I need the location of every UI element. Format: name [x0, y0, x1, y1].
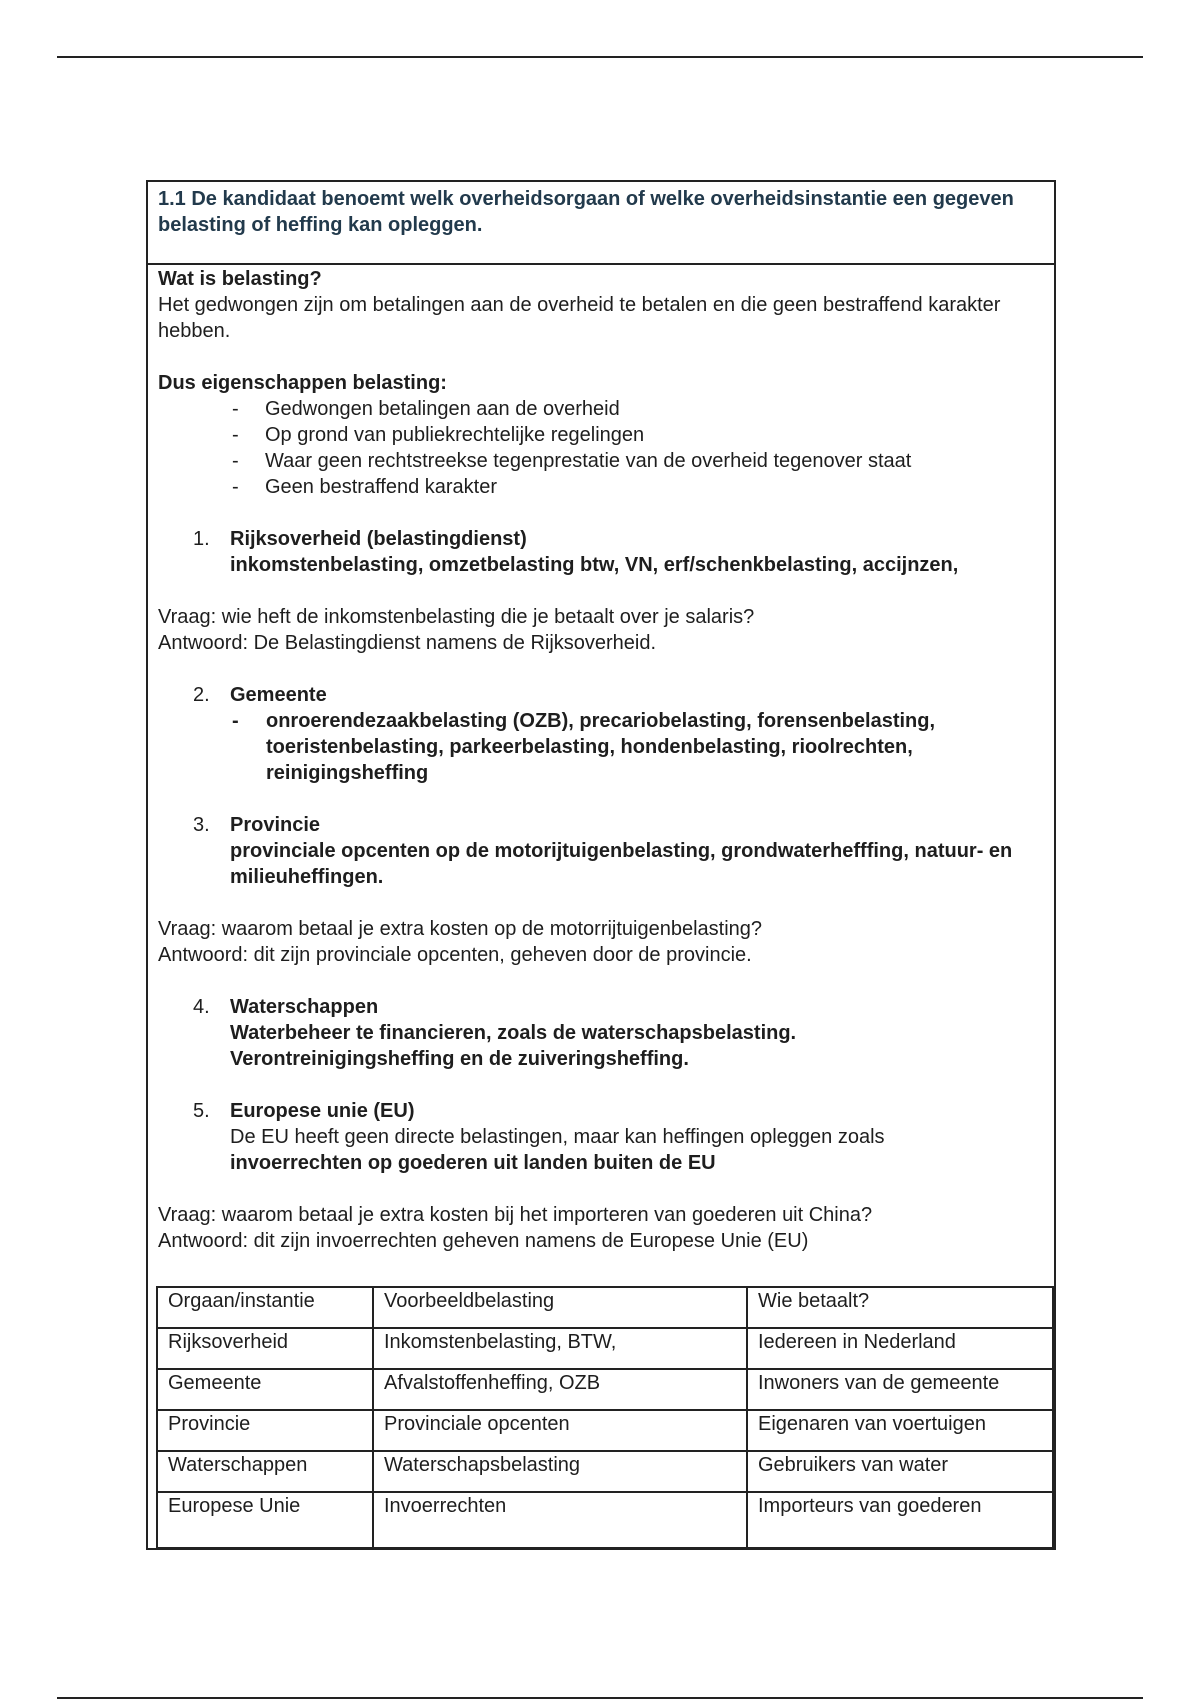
section-europese-unie — [158, 1098, 1044, 1176]
section-title: Provincie — [230, 814, 321, 836]
properties-list — [158, 396, 1044, 500]
summary-table — [156, 1286, 1054, 1549]
table-cell: Rijksoverheid — [157, 1328, 373, 1369]
definition-heading: Wat is belasting? — [158, 268, 322, 290]
answer-text: Antwoord: dit zijn invoerrechten geheven namens de Europese Unie (EU) — [158, 1230, 809, 1252]
page-header-rule — [57, 56, 1143, 58]
list-item: - Gedwongen betalingen aan de overheid — [230, 396, 1044, 422]
explanation-cell — [158, 266, 1044, 1254]
table-cell: Provinciale opcenten — [373, 1410, 747, 1451]
section-detail: inkomstenbelasting, omzetbelasting btw, VN, erf/schenkbelasting, accijnzen, — [230, 554, 959, 576]
section-detail: De EU heeft geen directe belastingen, maar kan heffingen opleggen zoals — [230, 1126, 885, 1148]
table-header-cell: Wie betaalt? — [747, 1287, 1053, 1328]
section-detail: Waterbeheer te financieren, zoals de waterschapsbelasting. — [230, 1022, 797, 1044]
answer-text: Antwoord: De Belastingdienst namens de Rijksoverheid. — [158, 632, 657, 654]
answer-text: Antwoord: dit zijn provinciale opcenten, geheven door de provincie. — [158, 944, 752, 966]
page-footer-rule — [57, 1697, 1143, 1699]
section-title: Europese unie (EU) — [230, 1100, 415, 1122]
question-text: Vraag: wie heft de inkomstenbelasting die je betaalt over je salaris? — [158, 606, 755, 628]
table-cell: Importeurs van goederen — [747, 1492, 1053, 1548]
section-waterschappen — [158, 994, 1044, 1072]
table-cell: Waterschappen — [157, 1451, 373, 1492]
list-item: - Op grond van publiekrechtelijke regelingen — [230, 422, 1044, 448]
section-number: 5. — [193, 1100, 210, 1122]
section-gemeente — [158, 682, 1044, 786]
table-row — [157, 1328, 1053, 1369]
section-detail: Verontreinigingsheffing en de zuiveringsheffing. — [230, 1048, 689, 1070]
table-cell: Gemeente — [157, 1369, 373, 1410]
list-item: - Geen bestraffend karakter — [230, 474, 1044, 500]
section-title: Rijksoverheid (belastingdienst) — [230, 528, 527, 550]
properties-heading: Dus eigenschappen belasting: — [158, 372, 447, 394]
table-cell: Inkomstenbelasting, BTW, — [373, 1328, 747, 1369]
content-box — [146, 180, 1056, 1550]
table-row — [157, 1410, 1053, 1451]
table-header-row — [157, 1287, 1053, 1328]
question-text: Vraag: waarom betaal je extra kosten op de motorrijtuigenbelasting? — [158, 918, 763, 940]
section-number: 3. — [193, 814, 210, 836]
question-text: Vraag: waarom betaal je extra kosten bij het importeren van goederen uit China? — [158, 1204, 873, 1226]
list-item: - Waar geen rechtstreekse tegenprestatie van de overheid tegenover staat — [230, 448, 1044, 474]
section-number: 2. — [193, 684, 210, 706]
table-header-cell: Orgaan/instantie — [157, 1287, 373, 1328]
table-cell: Europese Unie — [157, 1492, 373, 1548]
table-cell: Waterschapsbelasting — [373, 1451, 747, 1492]
table-row — [157, 1492, 1053, 1548]
table-cell: Invoerrechten — [373, 1492, 747, 1548]
section-number: 1. — [193, 528, 210, 550]
definition-text: Het gedwongen zijn om betalingen aan de overheid te betalen en die geen bestraffend karakter hebben. — [158, 294, 1001, 342]
section-detail: provinciale opcenten op de motorijtuigenbelasting, grondwaterhefffing, natuur- en milieuheffingen. — [230, 840, 1013, 888]
section-rijksoverheid — [158, 526, 1044, 578]
table-header-cell: Voorbeeldbelasting — [373, 1287, 747, 1328]
section-provincie — [158, 812, 1044, 890]
table-cell: Iedereen in Nederland — [747, 1328, 1053, 1369]
section-title: Gemeente — [230, 684, 327, 706]
table-cell: Eigenaren van voertuigen — [747, 1410, 1053, 1451]
table-row — [157, 1369, 1053, 1410]
table-cell: Provincie — [157, 1410, 373, 1451]
section-number: 4. — [193, 996, 210, 1018]
table-cell: Inwoners van de gemeente — [747, 1369, 1053, 1410]
learning-objective: 1.1 De kandidaat benoemt welk overheidsorgaan of welke overheidsinstantie een gegeven belasting of heffing kan opleggen. — [158, 188, 1014, 236]
section-title: Waterschappen — [230, 996, 379, 1018]
table-cell: Afvalstoffenheffing, OZB — [373, 1369, 747, 1410]
table-cell: Gebruikers van water — [747, 1451, 1053, 1492]
section-detail: - onroerendezaakbelasting (OZB), precariobelasting, forensenbelasting, toeristenbelasting, parkeerbelasting, hondenbelasting, rioolrechten, reinigingsheffing — [230, 708, 1044, 786]
table-row — [157, 1451, 1053, 1492]
section-detail-bold: invoerrechten op goederen uit landen buiten de EU — [230, 1152, 716, 1174]
objective-cell — [148, 182, 1054, 265]
